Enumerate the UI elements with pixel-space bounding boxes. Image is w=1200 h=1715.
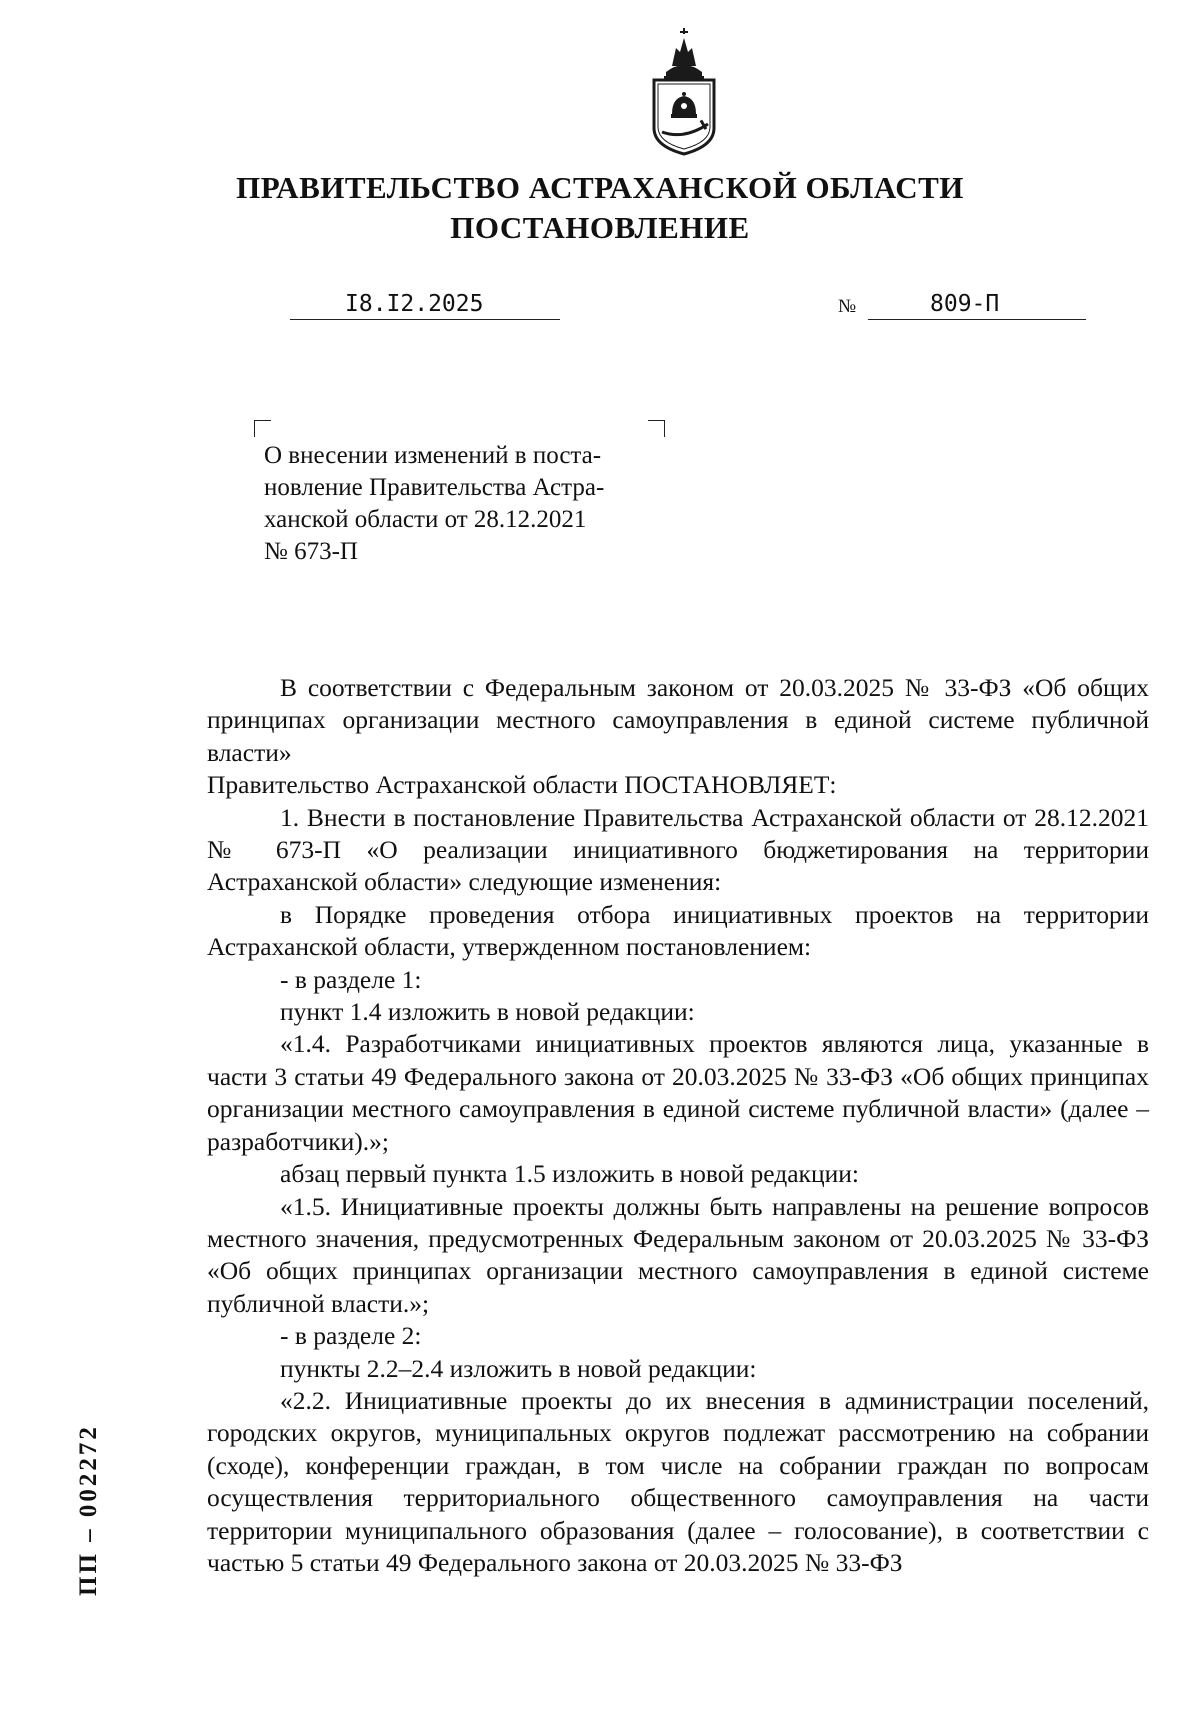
body-paragraph: - в разделе 2: [280, 1321, 422, 1351]
body-paragraph: пункты 2.2–2.4 изложить в новой редакции: [280, 1353, 757, 1383]
document-body [207, 672, 1149, 1579]
body-paragraph: в Порядке проведения отбора инициативных проектов на территории Астраханской области, утвержденном постановлением: [207, 899, 1149, 962]
document-type: ПОСТАНОВЛЕНИЕ [450, 210, 750, 245]
date-field [290, 289, 560, 320]
document-subject [264, 440, 650, 568]
subject-line: О внесении изменений в поста- [264, 442, 602, 469]
body-paragraph: 1. Внести в постановление Правительства Астраханской области от 28.12.2021 № 673-П «О реализации инициативного бюджетирования на территории Астраханской области» следующие изменения: [207, 802, 1149, 897]
body-paragraph: «1.5. Инициативные проекты должны быть направлены на решение вопросов местного значения, предусмотренных Федеральным законом от 20.03.2025 № 33-ФЗ «Об общих принципах организации местного самоуправления в единой системе публичной власти.»; [207, 1191, 1149, 1318]
body-paragraph: абзац первый пункта 1.5 изложить в новой редакции: [280, 1159, 859, 1189]
subject-bracket-right [648, 420, 665, 437]
document-date: I8.I2.2025 [345, 291, 484, 317]
body-paragraph: пункт 1.4 изложить в новой редакции: [280, 997, 695, 1027]
registration-code-text: ПП – 002272 [75, 1424, 102, 1596]
document-number: 809-П [930, 291, 1000, 317]
subject-line: ханской области от 28.12.2021 [264, 506, 587, 533]
organization-title: ПРАВИТЕЛЬСТВО АСТРАХАНСКОЙ ОБЛАСТИ [236, 170, 964, 205]
subject-bracket-left [254, 420, 271, 437]
body-paragraph: «1.4. Разработчиками инициативных проектов являются лица, указанные в части 3 статьи 49 Федерального закона от 20.03.2025 № 33-ФЗ «Об общих принципах организации местного самоуправления в единой системе публичной власти» (далее – разработчики).»; [207, 1029, 1149, 1156]
body-paragraph: В соответствии с Федеральным законом от 20.03.2025 № 33-ФЗ «Об общих принципах организации местного самоуправления в единой системе публичной власти» [207, 673, 1149, 767]
side-registration-code [34, 1396, 102, 1596]
subject-line: новление Правительства Астра- [264, 474, 605, 501]
body-paragraph: Правительство Астраханской области ПОСТАНОВЛЯЕТ: [207, 770, 837, 800]
number-sign: № [838, 296, 857, 317]
body-paragraph: - в разделе 1: [280, 964, 422, 994]
body-paragraph: «2.2. Инициативные проекты до их внесения в администрации поселений, городских округов, муниципальных округов подлежат рассмотрению на собрании (сходе), конференции граждан, в том числе на собрании граждан по вопросам осуществления территориального общественного самоуправления на части территории муниципального образования (далее – голосование), в соответствии с частью 5 статьи 49 Федерального закона от 20.03.2025 № 33-ФЗ [207, 1385, 1149, 1577]
coat-of-arms-icon [646, 28, 722, 158]
subject-line: № 673-П [264, 538, 358, 565]
number-field [868, 289, 1086, 320]
